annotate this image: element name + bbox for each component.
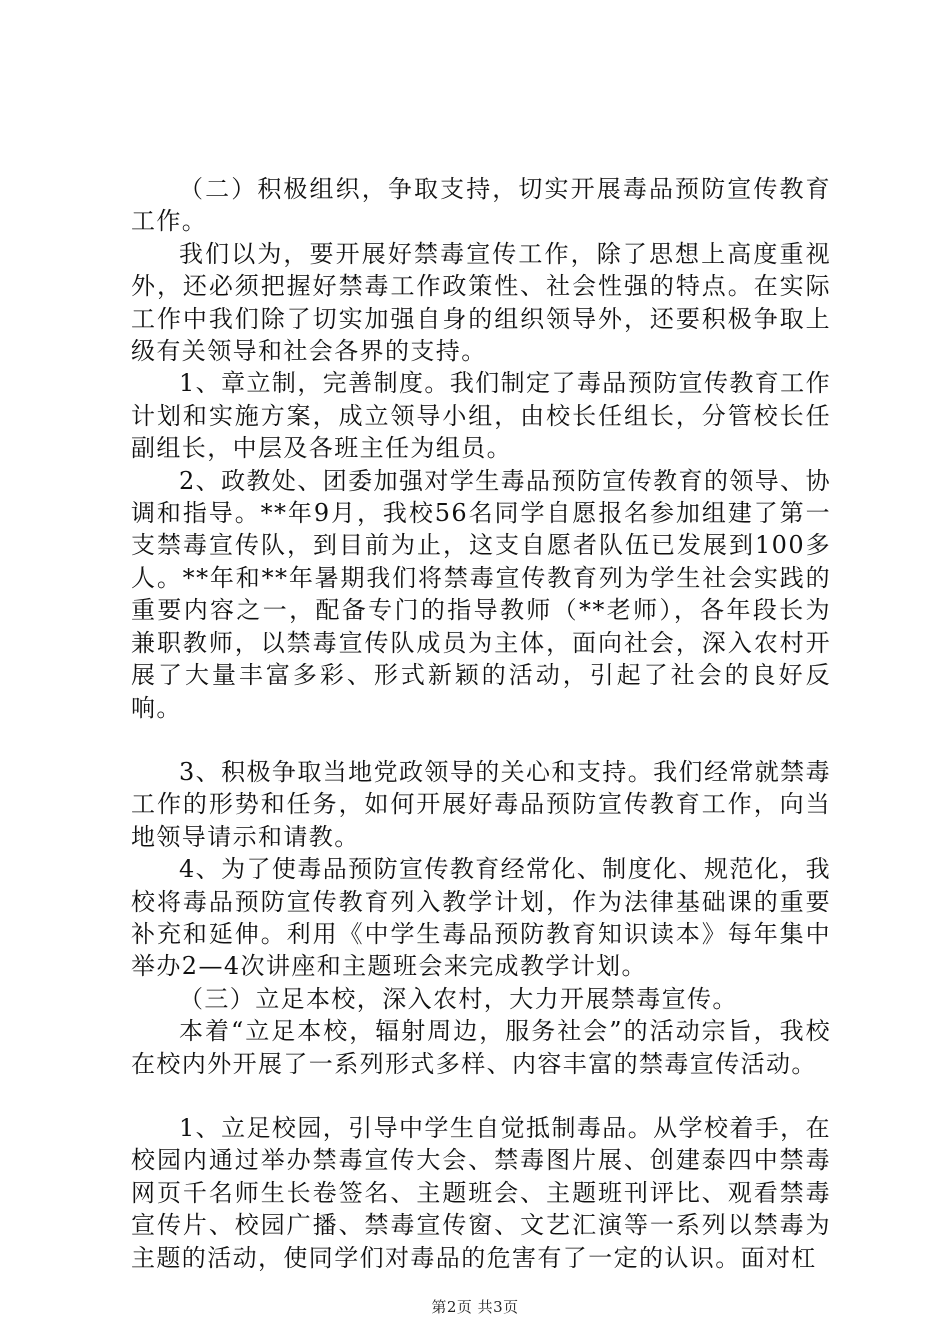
- paragraph-section-3-intro: 本着“立足本校，辐射周边，服务社会”的活动宗旨，我校在校内外开展了一系列形式多样、内容丰富的禁毒宣传活动。: [131, 1017, 831, 1078]
- paragraph-item-4: 4、为了使毒品预防宣传教育经常化、制度化、规范化，我校将毒品预防宣传教育列入教学计划，作为法律基础课的重要补充和延伸。利用《中学生毒品预防教育知识读本》每年集中举办2—4次讲座和主题班会来完成教学计划。: [131, 855, 831, 981]
- paragraph-item-3: 3、积极争取当地党政领导的关心和支持。我们经常就禁毒工作的形势和任务，如何开展好毒品预防宣传教育工作，向当地领导请示和请教。: [131, 757, 831, 851]
- section-heading-3: （三）立足本校，深入农村，大力开展禁毒宣传。: [179, 984, 738, 1013]
- paragraph-item-2: 2、政教处、团委加强对学生毒品预防宣传教育的领导、协调和指导。**年9月，我校56名同学自愿报名参加组建了第一支禁毒宣传队，到目前为止，这支自愿者队伍已发展到100多人。**年和**年暑期我们将禁毒宣传教育列为学生社会实践的重要内容之一，配备专门的指导教师（**老师），各年段长为兼职教师，以禁毒宣传队成员为主体，面向社会，深入农村开展了大量丰富多彩、形式新颖的活动，引起了社会的良好反响。: [131, 466, 831, 722]
- paragraph-section-3-item-1: 1、立足校园，引导中学生自觉抵制毒品。从学校着手，在校园内通过举办禁毒宣传大会、禁毒图片展、创建泰四中禁毒网页千名师生长卷签名、主题班会、主题班刊评比、观看禁毒宣传片、校园广播、禁毒宣传窗、文艺汇演等一系列以禁毒为主题的活动，使同学们对毒品的危害有了一定的认识。面对杠: [131, 1113, 831, 1272]
- section-heading-2: （二）积极组织，争取支持，切实开展毒品预防宣传教育工作。: [131, 175, 831, 236]
- paragraph-intro: 我们以为，要开展好禁毒宣传工作，除了思想上高度重视外，还必须把握好禁毒工作政策性、社会性强的特点。在实际工作中我们除了切实加强自身的组织领导外，还要积极争取上级有关领导和社会各界的支持。: [131, 239, 831, 366]
- paragraph-item-1: 1、章立制，完善制度。我们制定了毒品预防宣传教育工作计划和实施方案，成立领导小组，由校长任组长，分管校长任副组长，中层及各班主任为组员。: [131, 369, 831, 463]
- page-number-footer: 第2页 共3页: [431, 1298, 519, 1316]
- document-body: [131, 173, 831, 1274]
